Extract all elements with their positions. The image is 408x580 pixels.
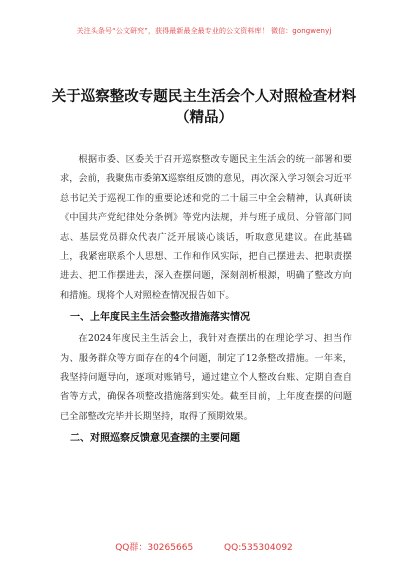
header-banner: 关注头条号“公文研究”，获得最新最全最专业的公文资料库！ 微信：gongwenyj [76,27,332,35]
section-1-heading: 一、上年度民主生活会整改措施落实情况 [70,312,250,324]
document-title [0,86,408,128]
section-2-heading: 二、对照巡察反馈意见查摆的主要问题 [70,433,240,445]
intro-paragraph: 根据市委、区委关于召开巡察整改专题民主生活会的统一部署和要求，会前，我聚焦市委第X巡察组反馈的意见，再次深入学习领会习近平总书记关于巡视工作的重要论述和党的二十届三中全会精神，认真研读《中国共产党纪律处分条例》等党内法规，并与班子成员、分管部门同志、基层党员群众代表广泛开展谈心谈话，听取意见建议。在此基础上，我紧密联系个人思想、工作和作风实际，把自己摆进去、把职责摆进去、把工作摆进去，深入查摆问题，深刻剖析根源，明确了整改方向和措施。现将个人对照检查情况报告如下。 [60,154,352,301]
document-body [60,150,352,450]
footer-banner [0,540,408,553]
footer-qq-group: QQ群：30265665 [115,543,194,553]
section-1-paragraph: 在2024年度民主生活会上，我针对查摆出的在理论学习、担当作为、服务群众等方面存在的4个问题，制定了12条整改措施。一年来，我坚持问题导向，逐项对账销号，通过建立个人整改台账、定期自查自省等方式，确保各项整改措施落到实处。截至目前，上年度查摆的问题已全部整改完毕并长期坚持，取得了预期效果。 [60,333,352,422]
title-line-2: （精品） [175,109,233,126]
footer-qq-number: QQ:535304092 [224,543,293,553]
title-line-1: 关于巡察整改专题民主生活会个人对照检查材料 [51,88,357,105]
